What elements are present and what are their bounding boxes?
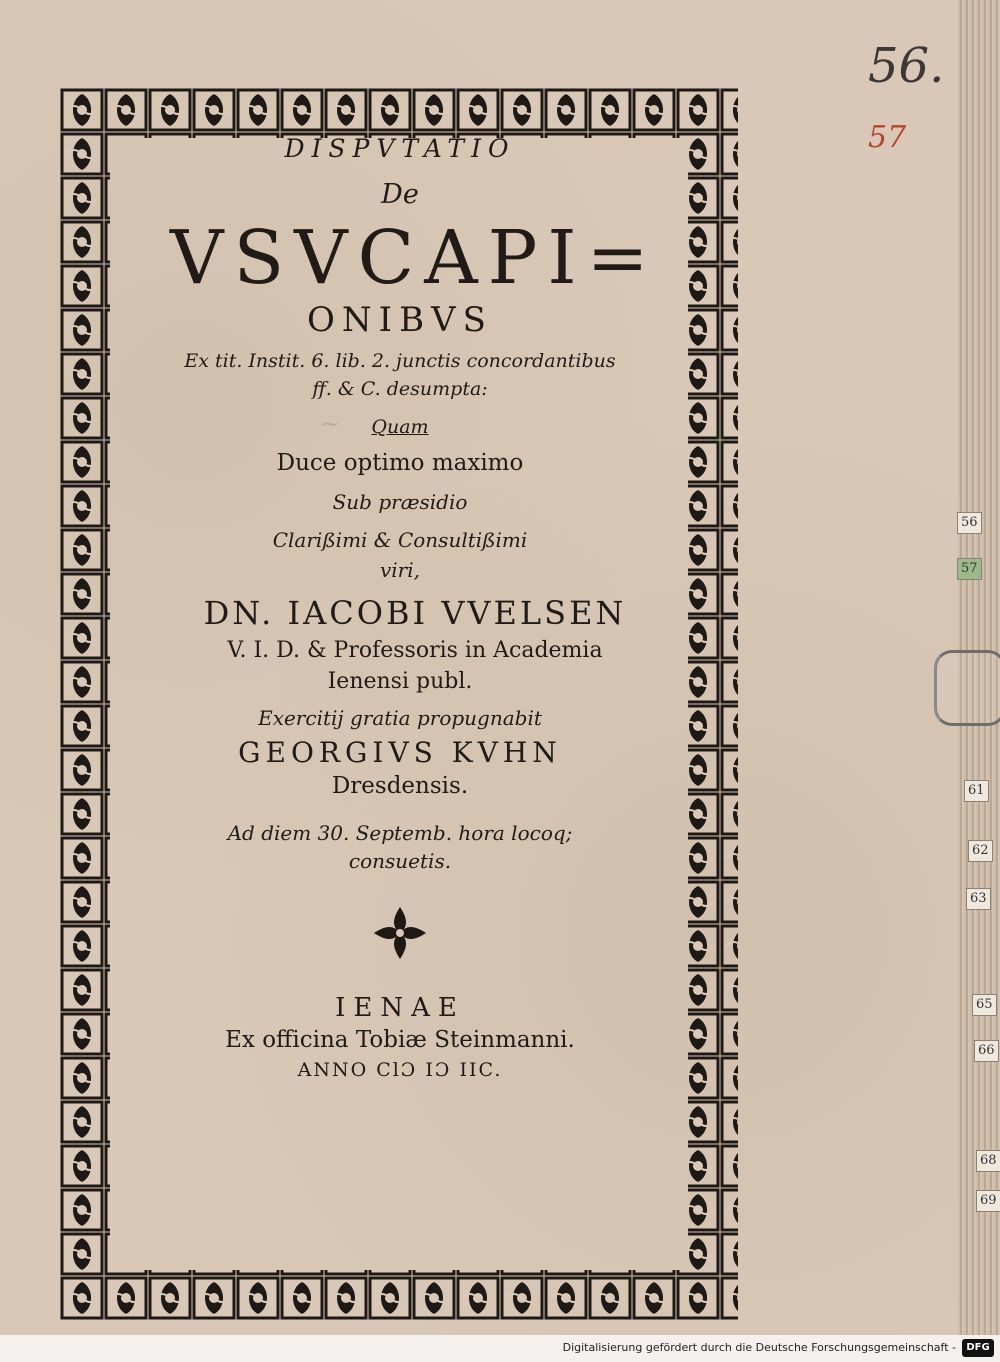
sub-praesidio-line: Sub præsidio xyxy=(332,490,468,514)
title-page-text xyxy=(150,120,659,1081)
heading-de: De xyxy=(381,179,419,210)
date-line-1: Ad diem 30. Septemb. hora locoq; xyxy=(227,821,573,845)
respondent-origin: Dresdensis. xyxy=(331,773,469,799)
subtitle-line-1: Ex tit. Instit. 6. lib. 2. junctis concordantibus xyxy=(184,350,616,372)
bleed-through-text: ~ xyxy=(320,410,341,438)
duce-line: Duce optimo maximo xyxy=(276,450,524,476)
heading-disputatio: DISPVTATIO xyxy=(284,134,516,163)
praeses-title-2: Ienensi publ. xyxy=(327,669,473,694)
imprint-place: IENAE xyxy=(335,993,465,1023)
side-tab-56: 56 xyxy=(957,512,982,534)
imprint-year: ANNO ClƆ IƆ IIC. xyxy=(297,1059,503,1081)
imprint-printer: Ex officina Tobiæ Steinmanni. xyxy=(225,1027,575,1053)
main-title-line-1: VSVCAPI= xyxy=(170,215,659,301)
footer-credit: Digitalisierung gefördert durch die Deutsche Forschungsgemeinschaft - xyxy=(562,1341,956,1354)
viri-line: viri, xyxy=(379,558,420,582)
footer-bar xyxy=(0,1335,1000,1362)
respondent-name: GEORGIVS KVHN xyxy=(238,736,562,769)
side-tab-57: 57 xyxy=(957,558,982,580)
side-tab-69: 69 xyxy=(976,1190,1000,1212)
quam-word: Quam xyxy=(371,416,429,438)
date-line-2: consuetis. xyxy=(348,849,452,873)
praeses-title-1: V. I. D. & Professoris in Academia xyxy=(227,638,603,663)
main-title-line-2: ONIBVS xyxy=(307,300,493,340)
side-tab-65: 65 xyxy=(972,994,997,1016)
side-tab-66: 66 xyxy=(974,1040,999,1062)
praeses-name: DN. IACOBI VVELSEN xyxy=(203,594,627,632)
side-tab-61: 61 xyxy=(964,780,989,802)
bookmark-clip xyxy=(934,650,1000,726)
dfg-logo-icon: DFG xyxy=(962,1339,994,1357)
clarissimi-line: Clarißimi & Consultißimi xyxy=(272,528,528,552)
exercitii-line: Exercitij gratia propugnabit xyxy=(258,706,542,730)
side-tab-62: 62 xyxy=(968,840,993,862)
fleuron-ornament xyxy=(150,903,650,963)
folio-number: 56. xyxy=(868,38,945,94)
side-tab-63: 63 xyxy=(966,888,991,910)
subtitle-line-2: ff. & C. desumpta: xyxy=(312,378,488,400)
side-tab-68: 68 xyxy=(976,1150,1000,1172)
folio-number-red: 57 xyxy=(868,120,907,155)
